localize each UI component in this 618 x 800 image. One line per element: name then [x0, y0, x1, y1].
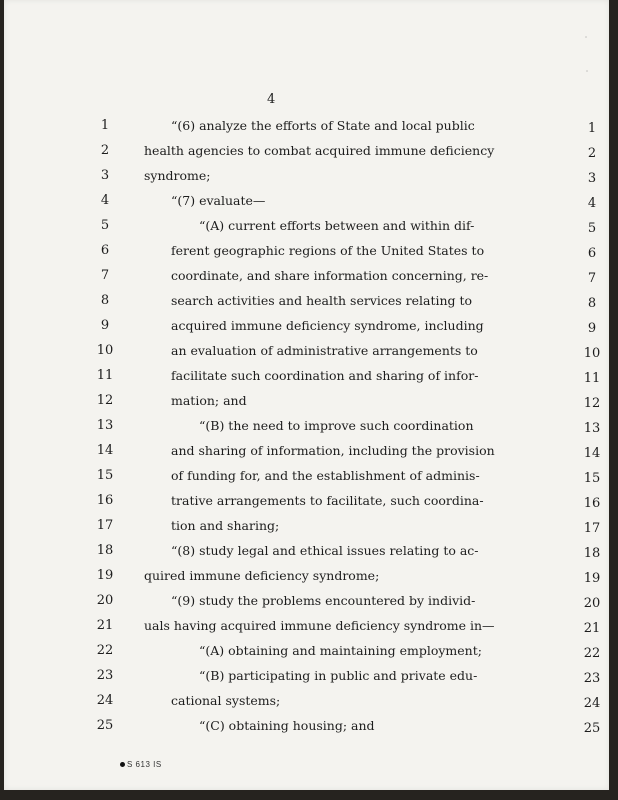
- line-number-left: 12: [96, 393, 114, 408]
- line-number-right: 20: [583, 596, 601, 611]
- line-number-right: 12: [583, 396, 601, 411]
- line-number-left: 25: [96, 718, 114, 733]
- line-text: “(A) current efforts between and within dif-: [199, 218, 475, 233]
- line-text: uals having acquired immune deficiency syndrome in—: [144, 618, 495, 633]
- line-number-left: 8: [100, 293, 110, 308]
- line-number-right: 21: [583, 621, 601, 636]
- line-number-left: 23: [96, 668, 114, 683]
- line-number-right: 6: [587, 246, 597, 261]
- line-number-left: 3: [100, 168, 110, 183]
- line-number-right: 25: [583, 721, 601, 736]
- line-text: “(A) obtaining and maintaining employment;: [199, 643, 482, 658]
- document-footer: [120, 760, 162, 769]
- line-number-left: 22: [96, 643, 114, 658]
- line-text: “(6) analyze the efforts of State and local public: [171, 118, 475, 133]
- line-number-right: 19: [583, 571, 601, 586]
- line-number-left: 19: [96, 568, 114, 583]
- line-text: mation; and: [171, 393, 247, 408]
- line-text: “(7) evaluate—: [171, 193, 266, 208]
- line-number-left: 10: [96, 343, 114, 358]
- line-text: trative arrangements to facilitate, such coordina-: [171, 493, 484, 508]
- line-number-left: 15: [96, 468, 114, 483]
- line-number-left: 1: [100, 118, 110, 133]
- line-number-left: 18: [96, 543, 114, 558]
- line-number-right: 23: [583, 671, 601, 686]
- line-number-left: 16: [96, 493, 114, 508]
- line-text: ferent geographic regions of the United States to: [171, 243, 485, 258]
- line-text: an evaluation of administrative arrangements to: [171, 343, 478, 358]
- line-text: tion and sharing;: [171, 518, 280, 533]
- line-number-right: 14: [583, 446, 601, 461]
- line-number-left: 11: [96, 368, 114, 383]
- line-number-right: 5: [587, 221, 597, 236]
- line-number-left: 2: [100, 143, 110, 158]
- line-number-right: 7: [587, 271, 597, 286]
- line-text: and sharing of information, including the provision: [171, 443, 495, 458]
- line-number-left: 7: [100, 268, 110, 283]
- line-number-right: 24: [583, 696, 601, 711]
- line-text: “(9) study the problems encountered by individ-: [171, 593, 476, 608]
- bill-code: S 613 IS: [127, 760, 162, 769]
- line-number-right: 17: [583, 521, 601, 536]
- line-text: search activities and health services relating to: [171, 293, 473, 308]
- line-number-right: 18: [583, 546, 601, 561]
- line-text: cational systems;: [171, 693, 281, 708]
- line-number-left: 5: [100, 218, 110, 233]
- line-number-right: 2: [587, 146, 597, 161]
- line-text: coordinate, and share information concerning, re-: [171, 268, 489, 283]
- line-text: “(8) study legal and ethical issues relating to ac-: [171, 543, 479, 558]
- line-text: acquired immune deficiency syndrome, including: [171, 318, 484, 333]
- line-text: quired immune deficiency syndrome;: [144, 568, 380, 583]
- line-number-right: 15: [583, 471, 601, 486]
- line-number-left: 20: [96, 593, 114, 608]
- line-number-left: 17: [96, 518, 114, 533]
- line-text: health agencies to combat acquired immune deficiency: [144, 143, 495, 158]
- line-number-left: 9: [100, 318, 110, 333]
- line-number-right: 16: [583, 496, 601, 511]
- document-page: [4, 0, 609, 790]
- line-text: “(B) participating in public and private edu-: [199, 668, 478, 683]
- line-text: “(B) the need to improve such coordination: [199, 418, 474, 433]
- line-number-right: 10: [583, 346, 601, 361]
- line-number-right: 11: [583, 371, 601, 386]
- line-number-left: 4: [100, 193, 110, 208]
- line-number-right: 13: [583, 421, 601, 436]
- line-text: of funding for, and the establishment of adminis-: [171, 468, 480, 483]
- line-number-right: 9: [587, 321, 597, 336]
- line-text: “(C) obtaining housing; and: [199, 718, 375, 733]
- line-number-right: 1: [587, 121, 597, 136]
- line-number-left: 13: [96, 418, 114, 433]
- line-number-left: 14: [96, 443, 114, 458]
- line-number-right: 4: [587, 196, 597, 211]
- page-number: 4: [267, 92, 276, 107]
- scan-speck: ˙: [584, 36, 588, 45]
- line-number-right: 3: [587, 171, 597, 186]
- line-number-left: 24: [96, 693, 114, 708]
- line-number-left: 21: [96, 618, 114, 633]
- line-number-right: 22: [583, 646, 601, 661]
- bullet-icon: [120, 762, 125, 767]
- line-number-right: 8: [587, 296, 597, 311]
- line-text: facilitate such coordination and sharing of infor-: [171, 368, 479, 383]
- scan-speck: ˙: [585, 70, 589, 79]
- line-text: syndrome;: [144, 168, 211, 183]
- line-number-left: 6: [100, 243, 110, 258]
